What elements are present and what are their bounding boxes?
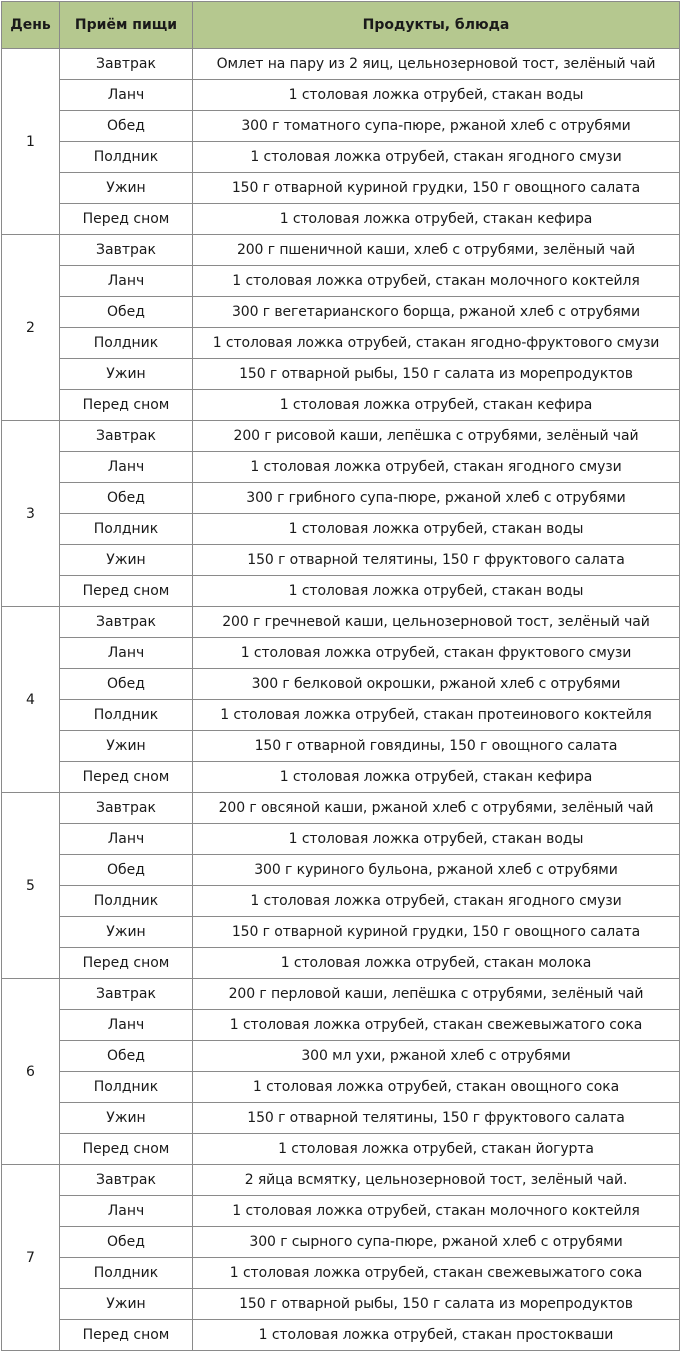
- meal-name-cell: Перед сном: [60, 576, 193, 607]
- dish-description-cell: 200 г пшеничной каши, хлеб с отрубями, зелёный чай: [193, 235, 680, 266]
- meal-plan-table: [1, 1, 680, 1351]
- meal-name-cell: Завтрак: [60, 607, 193, 638]
- table-row: [2, 700, 680, 731]
- meal-name-cell: Обед: [60, 1227, 193, 1258]
- meal-name-cell: Перед сном: [60, 204, 193, 235]
- table-row: [2, 1227, 680, 1258]
- day-number-cell: 5: [2, 793, 60, 979]
- table-row: [2, 576, 680, 607]
- meal-name-cell: Ланч: [60, 266, 193, 297]
- table-row: [2, 762, 680, 793]
- dish-description-cell: 1 столовая ложка отрубей, стакан ягодно-фруктового смузи: [193, 328, 680, 359]
- table-row: [2, 266, 680, 297]
- table-row: [2, 359, 680, 390]
- table-row: [2, 669, 680, 700]
- day-number-cell: 3: [2, 421, 60, 607]
- dish-description-cell: 1 столовая ложка отрубей, стакан свежевыжатого сока: [193, 1010, 680, 1041]
- dish-description-cell: 200 г перловой каши, лепёшка с отрубями, зелёный чай: [193, 979, 680, 1010]
- dish-description-cell: 200 г рисовой каши, лепёшка с отрубями, зелёный чай: [193, 421, 680, 452]
- header-dishes: Продукты, блюда: [193, 2, 680, 49]
- meal-name-cell: Полдник: [60, 700, 193, 731]
- table-row: [2, 80, 680, 111]
- meal-name-cell: Обед: [60, 297, 193, 328]
- table-row: [2, 49, 680, 80]
- meal-name-cell: Обед: [60, 111, 193, 142]
- meal-name-cell: Завтрак: [60, 235, 193, 266]
- dish-description-cell: 200 г овсяной каши, ржаной хлеб с отрубями, зелёный чай: [193, 793, 680, 824]
- dish-description-cell: 150 г отварной куриной грудки, 150 г овощного салата: [193, 917, 680, 948]
- header-row: [2, 2, 680, 49]
- table-row: [2, 142, 680, 173]
- meal-name-cell: Перед сном: [60, 1320, 193, 1351]
- dish-description-cell: 1 столовая ложка отрубей, стакан воды: [193, 80, 680, 111]
- dish-description-cell: 1 столовая ложка отрубей, стакан кефира: [193, 390, 680, 421]
- meal-name-cell: Обед: [60, 1041, 193, 1072]
- dish-description-cell: 1 столовая ложка отрубей, стакан молока: [193, 948, 680, 979]
- table-row: [2, 1103, 680, 1134]
- dish-description-cell: 1 столовая ложка отрубей, стакан кефира: [193, 204, 680, 235]
- dish-description-cell: 300 г грибного супа-пюре, ржаной хлеб с отрубями: [193, 483, 680, 514]
- table-row: [2, 297, 680, 328]
- dish-description-cell: 200 г гречневой каши, цельнозерновой тост, зелёный чай: [193, 607, 680, 638]
- meal-name-cell: Перед сном: [60, 948, 193, 979]
- dish-description-cell: 150 г отварной телятины, 150 г фруктового салата: [193, 1103, 680, 1134]
- table-row: [2, 1072, 680, 1103]
- header-day: День: [2, 2, 60, 49]
- meal-name-cell: Ужин: [60, 173, 193, 204]
- table-row: [2, 607, 680, 638]
- meal-name-cell: Ланч: [60, 452, 193, 483]
- table-row: [2, 979, 680, 1010]
- table-row: [2, 1165, 680, 1196]
- meal-name-cell: Ланч: [60, 1196, 193, 1227]
- meal-name-cell: Ужин: [60, 359, 193, 390]
- dish-description-cell: 150 г отварной рыбы, 150 г салата из морепродуктов: [193, 359, 680, 390]
- meal-name-cell: Перед сном: [60, 762, 193, 793]
- table-row: [2, 545, 680, 576]
- meal-name-cell: Ужин: [60, 1289, 193, 1320]
- table-row: [2, 948, 680, 979]
- dish-description-cell: 1 столовая ложка отрубей, стакан овощного сока: [193, 1072, 680, 1103]
- day-number-cell: 2: [2, 235, 60, 421]
- dish-description-cell: 1 столовая ложка отрубей, стакан воды: [193, 514, 680, 545]
- meal-name-cell: Ланч: [60, 638, 193, 669]
- table-row: [2, 204, 680, 235]
- day-number-cell: 6: [2, 979, 60, 1165]
- meal-name-cell: Обед: [60, 483, 193, 514]
- table-row: [2, 1010, 680, 1041]
- meal-name-cell: Ужин: [60, 545, 193, 576]
- table-body: [2, 49, 680, 1351]
- meal-name-cell: Завтрак: [60, 793, 193, 824]
- dish-description-cell: 1 столовая ложка отрубей, стакан молочного коктейля: [193, 266, 680, 297]
- meal-name-cell: Ланч: [60, 80, 193, 111]
- dish-description-cell: 1 столовая ложка отрубей, стакан ягодного смузи: [193, 886, 680, 917]
- dish-description-cell: 150 г отварной рыбы, 150 г салата из морепродуктов: [193, 1289, 680, 1320]
- meal-name-cell: Полдник: [60, 142, 193, 173]
- dish-description-cell: 1 столовая ложка отрубей, стакан кефира: [193, 762, 680, 793]
- dish-description-cell: 300 мл ухи, ржаной хлеб с отрубями: [193, 1041, 680, 1072]
- dish-description-cell: 1 столовая ложка отрубей, стакан ягодного смузи: [193, 452, 680, 483]
- day-number-cell: 7: [2, 1165, 60, 1351]
- meal-name-cell: Завтрак: [60, 49, 193, 80]
- table-row: [2, 917, 680, 948]
- table-row: [2, 824, 680, 855]
- header-meal: Приём пищи: [60, 2, 193, 49]
- table-row: [2, 1134, 680, 1165]
- dish-description-cell: 300 г белковой окрошки, ржаной хлеб с отрубями: [193, 669, 680, 700]
- meal-name-cell: Полдник: [60, 1258, 193, 1289]
- table-row: [2, 452, 680, 483]
- dish-description-cell: 300 г куриного бульона, ржаной хлеб с отрубями: [193, 855, 680, 886]
- meal-name-cell: Обед: [60, 855, 193, 886]
- meal-name-cell: Полдник: [60, 514, 193, 545]
- table-row: [2, 235, 680, 266]
- table-row: [2, 1320, 680, 1351]
- dish-description-cell: 1 столовая ложка отрубей, стакан протеинового коктейля: [193, 700, 680, 731]
- table-row: [2, 514, 680, 545]
- meal-name-cell: Ужин: [60, 917, 193, 948]
- dish-description-cell: 1 столовая ложка отрубей, стакан фруктового смузи: [193, 638, 680, 669]
- dish-description-cell: 150 г отварной телятины, 150 г фруктового салата: [193, 545, 680, 576]
- dish-description-cell: 1 столовая ложка отрубей, стакан простокваши: [193, 1320, 680, 1351]
- dish-description-cell: 300 г сырного супа-пюре, ржаной хлеб с отрубями: [193, 1227, 680, 1258]
- meal-name-cell: Перед сном: [60, 1134, 193, 1165]
- meal-name-cell: Ланч: [60, 824, 193, 855]
- meal-name-cell: Ланч: [60, 1010, 193, 1041]
- dish-description-cell: 150 г отварной куриной грудки, 150 г овощного салата: [193, 173, 680, 204]
- dish-description-cell: 1 столовая ложка отрубей, стакан воды: [193, 824, 680, 855]
- table-row: [2, 173, 680, 204]
- table-row: [2, 855, 680, 886]
- day-number-cell: 1: [2, 49, 60, 235]
- table-row: [2, 483, 680, 514]
- table-row: [2, 111, 680, 142]
- dish-description-cell: 1 столовая ложка отрубей, стакан свежевыжатого сока: [193, 1258, 680, 1289]
- table-row: [2, 731, 680, 762]
- table-row: [2, 1196, 680, 1227]
- day-number-cell: 4: [2, 607, 60, 793]
- dish-description-cell: 1 столовая ложка отрубей, стакан йогурта: [193, 1134, 680, 1165]
- dish-description-cell: Омлет на пару из 2 яиц, цельнозерновой тост, зелёный чай: [193, 49, 680, 80]
- meal-name-cell: Завтрак: [60, 979, 193, 1010]
- table-row: [2, 638, 680, 669]
- dish-description-cell: 150 г отварной говядины, 150 г овощного салата: [193, 731, 680, 762]
- dish-description-cell: 2 яйца всмятку, цельнозерновой тост, зелёный чай.: [193, 1165, 680, 1196]
- table-row: [2, 390, 680, 421]
- meal-name-cell: Полдник: [60, 886, 193, 917]
- table-row: [2, 886, 680, 917]
- table-row: [2, 793, 680, 824]
- meal-name-cell: Полдник: [60, 1072, 193, 1103]
- table-row: [2, 1041, 680, 1072]
- dish-description-cell: 300 г томатного супа-пюре, ржаной хлеб с отрубями: [193, 111, 680, 142]
- dish-description-cell: 300 г вегетарианского борща, ржаной хлеб с отрубями: [193, 297, 680, 328]
- table-row: [2, 328, 680, 359]
- meal-name-cell: Завтрак: [60, 1165, 193, 1196]
- meal-name-cell: Завтрак: [60, 421, 193, 452]
- dish-description-cell: 1 столовая ложка отрубей, стакан воды: [193, 576, 680, 607]
- dish-description-cell: 1 столовая ложка отрубей, стакан ягодного смузи: [193, 142, 680, 173]
- meal-name-cell: Обед: [60, 669, 193, 700]
- table-row: [2, 421, 680, 452]
- dish-description-cell: 1 столовая ложка отрубей, стакан молочного коктейля: [193, 1196, 680, 1227]
- meal-name-cell: Перед сном: [60, 390, 193, 421]
- table-row: [2, 1289, 680, 1320]
- table-header: [2, 2, 680, 49]
- table-row: [2, 1258, 680, 1289]
- meal-name-cell: Ужин: [60, 731, 193, 762]
- meal-name-cell: Ужин: [60, 1103, 193, 1134]
- meal-name-cell: Полдник: [60, 328, 193, 359]
